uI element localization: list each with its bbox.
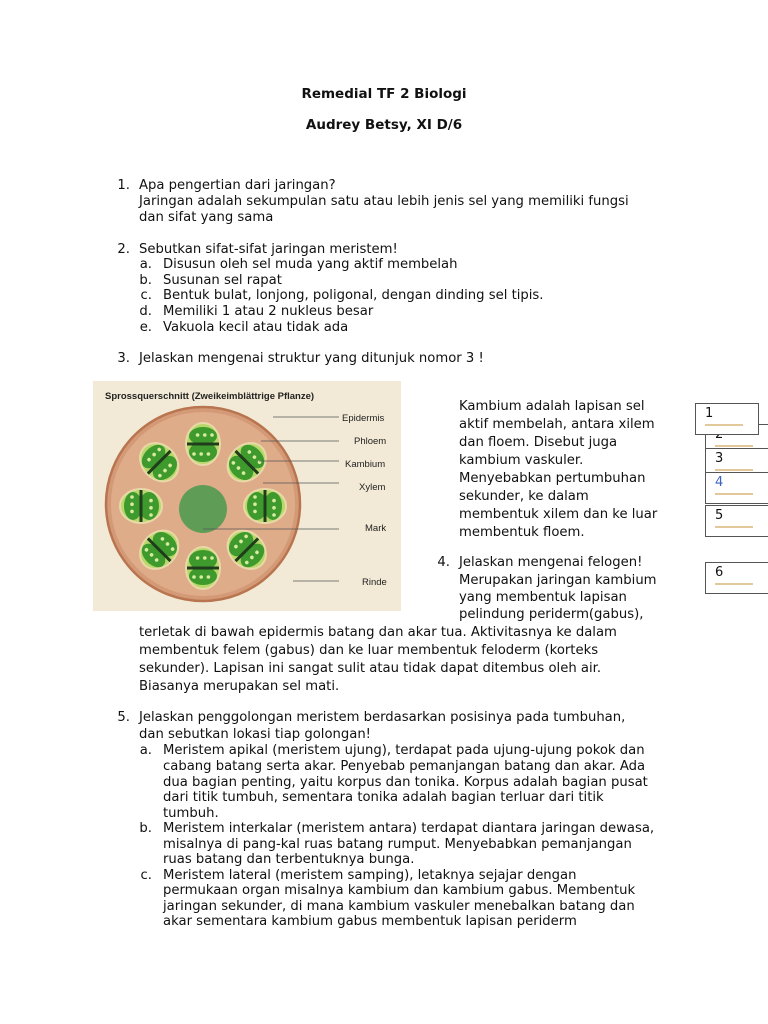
list-item: permukaan organ misalnya kambium dan kambium gabus. Membentuk [163,883,636,898]
answer-line: Jaringan adalah sekumpulan satu atau lebih jenis sel yang memiliki fungsi [139,194,629,209]
question-text: Sebutkan sifat-sifat jaringan meristem! [139,242,398,257]
answer-line: dan sifat yang sama [139,210,274,225]
comment-marker-label: 3 [715,451,724,466]
question-number: 4. [437,555,450,570]
question-number: 2. [117,242,130,257]
list-item: Susunan sel rapat [163,273,282,288]
question-text: Jelaskan mengenai felogen! [459,555,643,570]
answer-line: Kambium adalah lapisan sel [459,399,645,414]
page-title: Remedial TF 2 Biologi [301,86,467,102]
question-text: dan sebutkan lokasi tiap golongan! [139,727,371,742]
comment-marker-label: 6 [715,565,724,580]
list-label: a. [139,743,152,758]
label-mark: Mark [365,523,387,534]
list-item: cabang batang serta akar. Penyebab pemanjangan batang dan akar. Ada [163,759,646,774]
comment-marker-label: 1 [705,406,714,421]
list-item: Meristem interkalar (meristem antara) terdapat diantara jaringan dewasa, [163,821,655,836]
answer-line: pelindung periderm(gabus), [459,607,644,622]
list-item: Meristem apikal (meristem ujung), terdapat pada ujung-ujung pokok dan [163,743,645,758]
answer-line: kambium vaskuler. [459,453,584,468]
comment-marker[interactable] [705,472,768,504]
list-item: ruas batang dan terbentuknya bunga. [163,852,415,867]
question-text: Apa pengertian dari jaringan? [139,178,336,193]
list-item: tumbuh. [163,806,219,821]
list-item: Meristem lateral (meristem samping), letaknya sejajar dengan [163,868,577,883]
answer-line: membentuk felem (gabus) dan ke luar membentuk feloderm (korteks [139,643,599,658]
question-text: Jelaskan mengenai struktur yang ditunjuk nomor 3 ! [139,351,484,366]
list-label: b. [139,821,152,836]
list-item: Disusun oleh sel muda yang aktif membelah [163,257,458,272]
label-kambium: Kambium [345,459,386,470]
vascular-bundle [186,547,220,589]
answer-line: Menyebabkan pertumbuhan [459,471,646,486]
question-number: 5. [117,710,130,725]
pith-mark [179,485,227,533]
list-item: dari titik tumbuh, sementara tonika adalah bagian terluar dari titik [163,790,604,805]
label-rinde: Rinde [362,577,387,588]
question-number: 3. [117,351,130,366]
list-label: c. [140,868,152,883]
answer-line: membentuk floem. [459,525,585,540]
stem-diagram [93,381,401,611]
answer-line: yang membentuk lapisan [459,590,627,605]
answer-line: membentuk xilem dan ke luar [459,507,658,522]
answer-line: terletak di bawah epidermis batang dan akar tua. Aktivitasnya ke dalam [139,625,617,640]
answer-line: sekunder, ke dalam [459,489,589,504]
comment-marker[interactable] [705,505,768,537]
list-label: e. [139,320,152,335]
list-item: jaringan sekunder, di mana kambium vaskuler menebalkan batang dan [163,899,635,914]
list-item: dua bagian penting, yaitu korpus dan tonika. Korpus adalah bagian pusat [163,775,648,790]
question-number: 1. [117,178,130,193]
author-line: Audrey Betsy, XI D/6 [305,117,463,133]
list-item: misalnya di pang-kal ruas batang rumput. Menyebabkan pemanjangan [163,837,632,852]
answer-line: Merupakan jaringan kambium [459,573,657,588]
comment-marker-label: 5 [715,508,724,523]
vascular-bundle [186,423,220,465]
list-item: Memiliki 1 atau 2 nukleus besar [163,304,374,319]
vascular-bundle [244,489,286,523]
vascular-bundle [120,489,162,523]
comment-marker[interactable] [695,403,759,435]
label-phloem: Phloem [354,436,387,447]
answer-line: dan floem. Disebut juga [459,435,618,450]
list-item: akar sementara kambium gabus membentuk lapisan periderm [163,914,577,929]
label-epidermis: Epidermis [342,413,385,424]
comment-marker[interactable] [705,562,768,594]
comment-marker-label: 4 [715,475,724,490]
answer-line: Biasanya merupakan sel mati. [139,679,340,694]
stem-cross-section-figure [93,381,401,611]
label-xylem: Xylem [359,482,386,493]
list-item: Bentuk bulat, lonjong, poligonal, dengan dinding sel tipis. [163,288,544,303]
figure-title: Sprossquerschnitt (Zweikeimblättrige Pflanze) [105,391,315,402]
list-label: a. [139,257,152,272]
list-item: Vakuola kecil atau tidak ada [163,320,349,335]
answer-line: aktif membelah, antara xilem [459,417,655,432]
answer-line: sekunder). Lapisan ini sangat sulit atau tidak dapat ditembus oleh air. [139,661,602,676]
question-text: Jelaskan penggolongan meristem berdasarkan posisinya pada tumbuhan, [139,710,626,725]
list-label: c. [140,288,152,303]
list-label: d. [139,304,152,319]
list-label: b. [139,273,152,288]
